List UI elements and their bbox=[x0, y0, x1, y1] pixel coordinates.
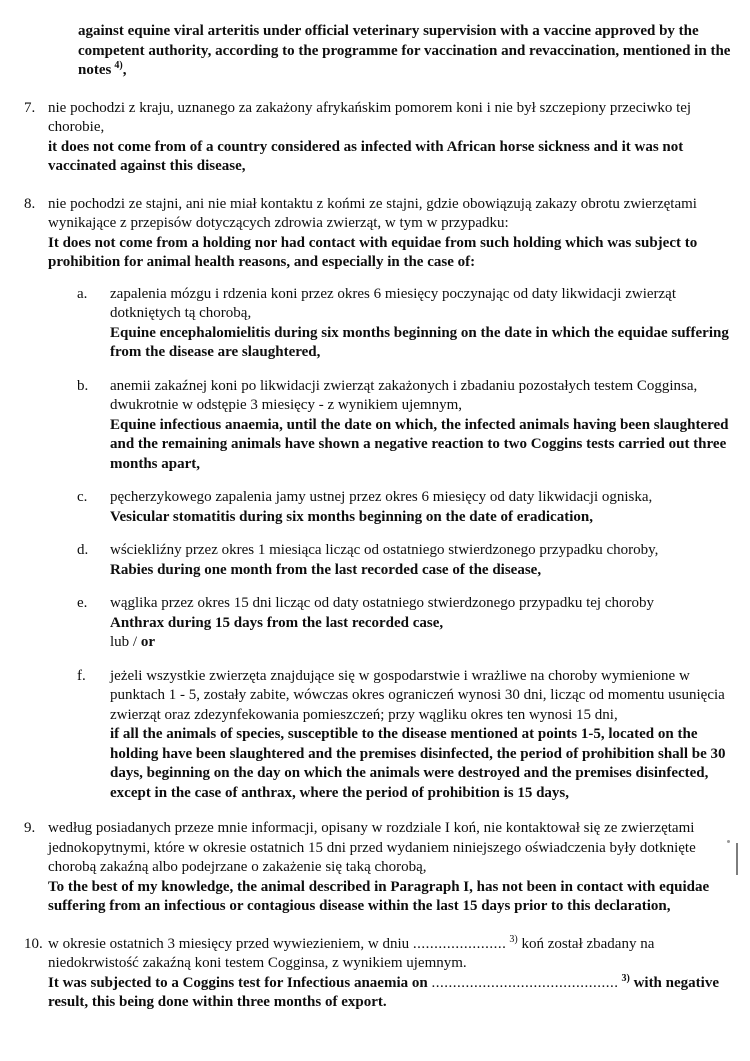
scan-artifact-speck bbox=[727, 840, 730, 843]
item-10-english-before: It was subjected to a Coggins test for Infectious anaemia on bbox=[48, 974, 432, 991]
subitem-a bbox=[48, 285, 738, 363]
item-10-polish-after: koń został zbadany na niedokrwistość zakaźną koni testem Cogginsa, z wynikiem ujemnym. bbox=[48, 935, 655, 971]
list-item-10 bbox=[0, 935, 750, 1013]
item-10-english-after: with negative result, this being done within three months of export. bbox=[48, 974, 719, 1010]
subitem-c bbox=[48, 488, 738, 527]
item-7-text-polish: nie pochodzi z kraju, uznanego za zakażony afrykańskim pomorem koni i nie był szczepiony przeciwko tej chorobie, bbox=[48, 99, 692, 135]
item-10-text-polish bbox=[48, 935, 738, 974]
subitem-a-text-english: Equine encephalomielitis during six months beginning on the date in which the equidae suffering from the disease are slaughtered, bbox=[110, 324, 729, 360]
item-7-text-english: it does not come from of a country considered as infected with African horse sickness and it was not vaccinated against this disease, bbox=[48, 138, 684, 174]
item-9-text-english: To the best of my knowledge, the animal described in Paragraph I, has not been in contact with equidae suffering from an infectious or contagious disease within the last 15 days prior to this declaration, bbox=[48, 878, 710, 914]
item-number: 9. bbox=[24, 820, 36, 836]
subitem-d bbox=[48, 541, 738, 580]
subitem-f-text-english: if all the animals of species, susceptible to the disease mentioned at points 1-5, located on the holding have been slaughtered and the premises disinfected, the period of prohibition shall be 30 days, beginning on the day on which the animals were destroyed and the premises disinfected, except in the case of anthrax, where the period of prohibition is 15 days, bbox=[110, 726, 726, 801]
subitem-b-text-polish: anemii zakaźnej koni po likwidacji zwierząt zakażonych i zbadaniu pozostałych testem Cogginsa, dwukrotnie w odstępie 3 miesięcy - z wynikiem ujemnym, bbox=[110, 377, 698, 413]
subitem-e-or-line bbox=[110, 633, 736, 653]
or-label-english: or bbox=[140, 634, 156, 650]
footnote-marker-4: 4) bbox=[114, 60, 123, 71]
subitem-f bbox=[48, 667, 738, 804]
subitem-d-text-english: Rabies during one month from the last recorded case of the disease, bbox=[110, 561, 542, 578]
footnote-marker-3: 3) bbox=[509, 933, 518, 945]
footnote-marker-3: 3) bbox=[621, 972, 630, 984]
subitem-letter: a. bbox=[77, 285, 88, 302]
subitem-b bbox=[48, 377, 738, 475]
subitem-e-text-polish: wąglika przez okres 15 dni licząc od daty ostatniego stwierdzonego przypadku tej choroby bbox=[110, 595, 654, 611]
intro-text-english: against equine viral arteritis under official veterinary supervision with a vaccine approved by the competent authority, according to the programme for vaccination and revaccination, mentioned in the notes bbox=[78, 23, 731, 78]
intro-suffix: , bbox=[122, 62, 127, 78]
item-10-polish-before: w okresie ostatnich 3 miesięcy przed wywiezieniem, w dniu bbox=[48, 935, 413, 952]
list-item-8 bbox=[0, 195, 750, 804]
subitem-b-text-english: Equine infectious anaemia, until the date on which, the infected animals having been slaughtered and the remaining animals have shown a negative reaction to two Coggins tests carried out three months apart, bbox=[110, 416, 729, 472]
subitem-e-text-english: Anthrax during 15 days from the last recorded case, bbox=[110, 614, 444, 631]
subitem-e bbox=[48, 594, 738, 653]
subitem-d-text-polish: wściekliźny przez okres 1 miesiąca licząc od ostatniego stwierdzonego przypadku choroby, bbox=[110, 542, 659, 558]
item-8-text-english: It does not come from a holding nor had contact with equidae from such holding which was subject to prohibition for animal health reasons, and especially in the case of: bbox=[48, 234, 698, 270]
subitem-a-text-polish: zapalenia mózgu i rdzenia koni przez okres 6 miesięcy poczynając od daty likwidacji zwierząt dotkniętych tą chorobą, bbox=[110, 285, 677, 321]
subitem-c-text-english: Vesicular stomatitis during six months beginning on the date of eradication, bbox=[110, 508, 593, 525]
item-10-text-english bbox=[48, 974, 738, 1013]
intro-continuation-paragraph bbox=[78, 22, 745, 81]
item-number: 10. bbox=[24, 935, 43, 952]
list-item-9 bbox=[0, 819, 750, 917]
subitem-letter: c. bbox=[77, 489, 88, 505]
or-label-polish: lub / bbox=[110, 634, 141, 650]
subitem-letter: f. bbox=[77, 667, 86, 684]
scan-artifact-line bbox=[736, 843, 738, 875]
item-8-text-polish: nie pochodzi ze stajni, ani nie miał kontaktu z końmi ze stajni, gdzie obowiązują zakazy obrotu zwierzętami wynikające z przepisów dotyczących zdrowia zwierząt, w tym w przypadku: bbox=[48, 195, 697, 231]
item-number: 7. bbox=[24, 99, 36, 116]
list-item-7 bbox=[0, 99, 750, 177]
subitem-c-text-polish: pęcherzykowego zapalenia jamy ustnej przez okres 6 miesięcy od daty likwidacji ogniska, bbox=[110, 489, 653, 505]
item-number: 8. bbox=[24, 195, 36, 212]
subitem-letter: d. bbox=[77, 542, 89, 558]
date-blank-field: ...................... bbox=[412, 935, 507, 952]
item-9-text-polish: według posiadanych przeze mnie informacji, opisany w rozdziale I koń, nie kontaktował się ze zwierzętami jednokopytnymi, które w okresie ostatnich 15 dni przed wydaniem niniejszego oświadczenia były dotknięte chorobą zakaźną albo podejrzane o zakażenie się taką chorobą, bbox=[48, 820, 696, 875]
date-blank-field: ............................................ bbox=[431, 974, 619, 991]
subitem-letter: e. bbox=[77, 595, 88, 611]
subitem-f-text-polish: jeżeli wszystkie zwierzęta znajdujące się w gospodarstwie i wrażliwe na choroby wymienione w punktach 1 - 5, zostały zabite, wówczas okres ograniczeń wynosi 30 dni, licząc od momentu usunięcia zwierząt oraz zdezynfekowania pomieszczeń; przy wągliku okres ten wynosi 15 dni, bbox=[110, 667, 725, 723]
subitem-letter: b. bbox=[77, 377, 89, 394]
